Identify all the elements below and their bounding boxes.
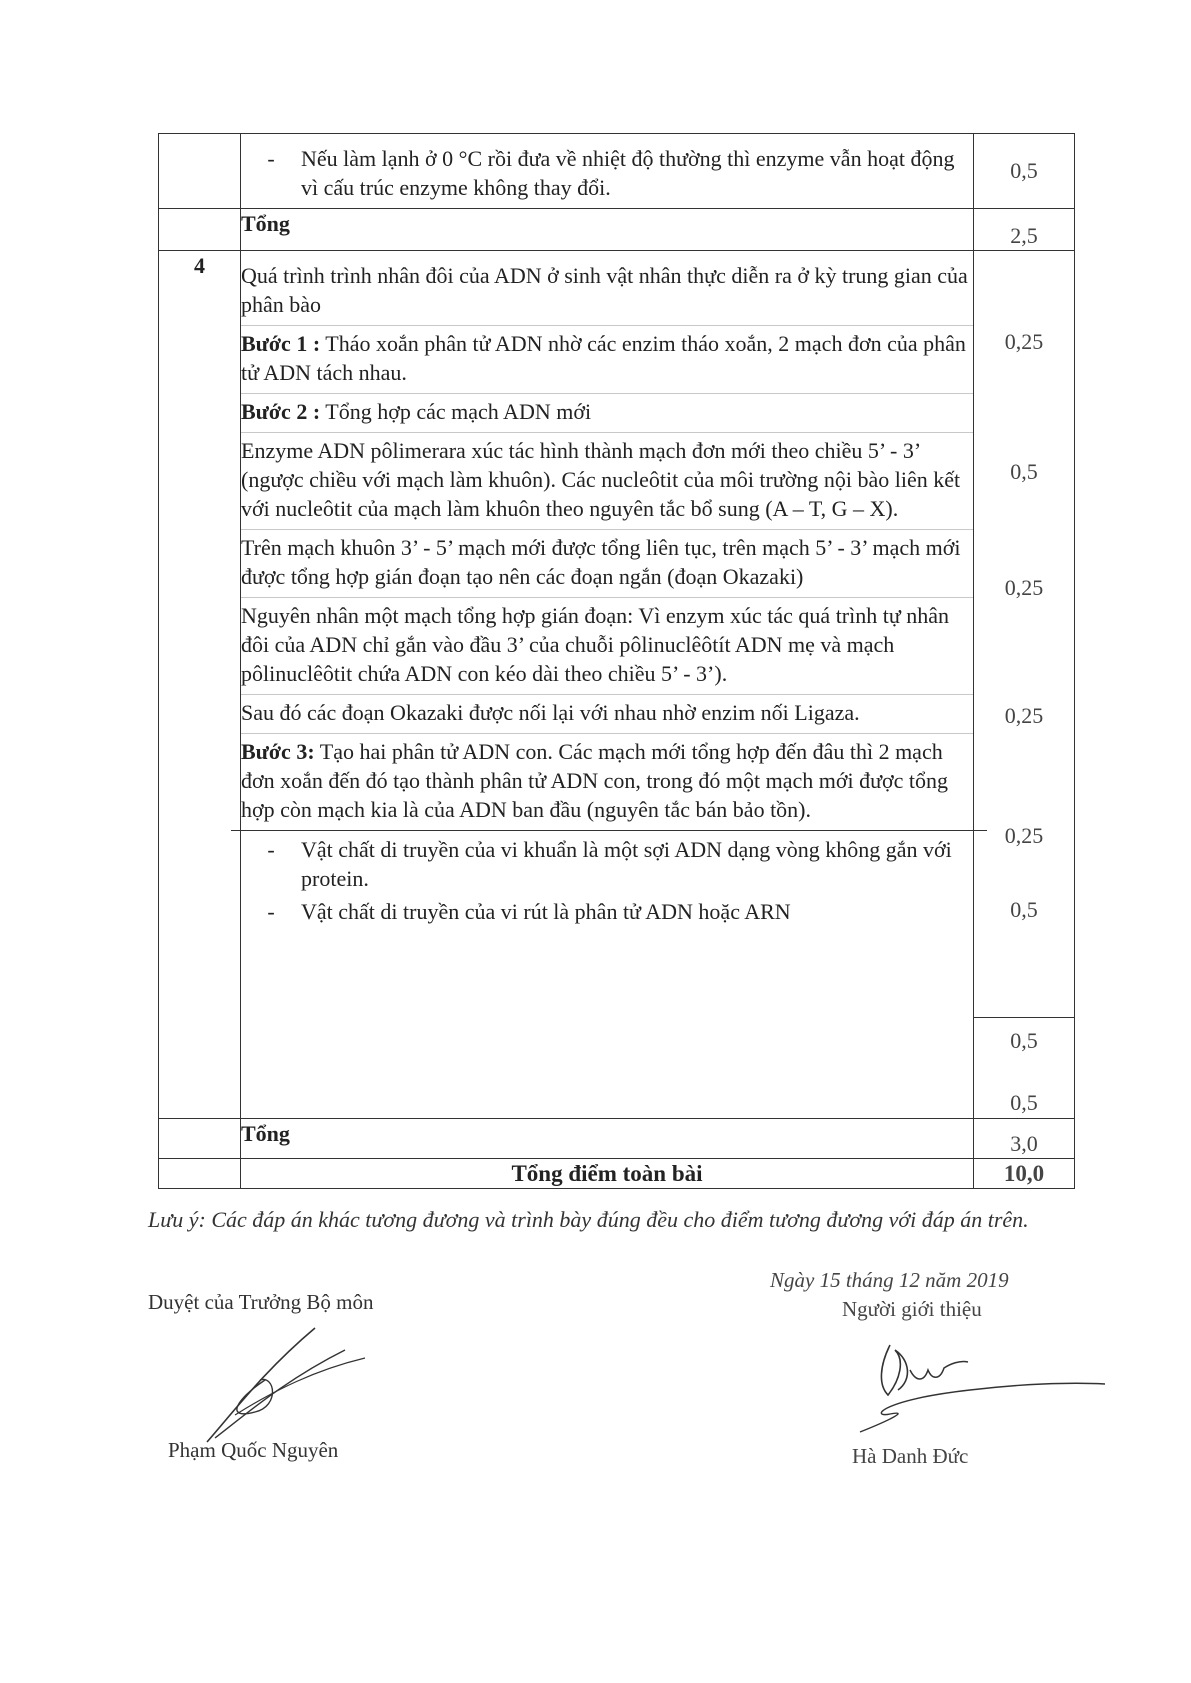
answer-block: [241, 835, 973, 893]
right-signer-name: Hà Danh Đức: [852, 1444, 969, 1468]
step-label: Bước 1 :: [241, 331, 321, 356]
answer-block: [241, 733, 973, 830]
score-value: 0,5: [1010, 1090, 1038, 1115]
right-signature-image: [850, 1340, 1110, 1440]
answer-block: [241, 597, 973, 694]
signature-date: Ngày 15 tháng 12 năm 2019: [770, 1268, 1009, 1292]
answer-block: [241, 529, 973, 597]
score-value: 0,5: [1010, 897, 1038, 922]
answer-text: Tạo hai phân tử ADN con. Các mạch mới tổng hợp đến đâu thì 2 mạch đơn xoắn đến đó tạo thành phân tử ADN con, trong đó một mạch mới được tổng hợp còn mạch kia là của ADN ban đầu (nguyên tắc bán bảo tồn).: [241, 739, 949, 822]
total-row: [159, 1119, 1075, 1159]
left-signer-name: Phạm Quốc Nguyên: [168, 1438, 339, 1462]
total-label: Tổng: [241, 1119, 974, 1159]
answer-text: Vật chất di truyền của vi rút là phân tử ADN hoặc ARN: [301, 899, 791, 924]
score-value: 0,25: [1004, 329, 1044, 354]
answer-block: [241, 393, 973, 432]
grand-total-row: [159, 1159, 1075, 1189]
grand-total-score: 10,0: [974, 1159, 1075, 1189]
right-signer-role: Người giới thiệu: [842, 1297, 982, 1321]
answer-text: Sau đó các đoạn Okazaki được nối lại với nhau nhờ enzim nối Ligaza.: [241, 700, 860, 725]
dash-marker: -: [267, 837, 275, 862]
score-value: 0,5: [1010, 1028, 1038, 1053]
note-text: Lưu ý: Các đáp án khác tương đương và trình bày đúng đều cho điểm tương đương với đáp án trên.: [148, 1207, 1029, 1232]
question-number-cell: [159, 134, 241, 209]
answer-text: Quá trình trình nhân đôi của ADN ở sinh vật nhân thực diễn ra ở kỳ trung gian của phân bào: [241, 263, 968, 317]
score-cell: 0,5: [974, 134, 1075, 209]
total-score: 2,5: [974, 209, 1075, 251]
step-label: Bước 3:: [241, 739, 315, 764]
left-signer-role: Duyệt của Trưởng Bộ môn: [148, 1290, 374, 1314]
content-cell: [241, 251, 974, 1119]
answer-text: Vật chất di truyền của vi khuẩn là một sợi ADN dạng vòng không gắn với protein.: [301, 837, 952, 891]
table-row: [159, 134, 1075, 209]
answer-block: [241, 251, 973, 325]
grand-total-label: Tổng điểm toàn bài: [241, 1159, 974, 1189]
total-row: [159, 209, 1075, 251]
score-value: 0,5: [1010, 459, 1038, 484]
answer-text: Tổng hợp các mạch ADN mới: [325, 399, 592, 424]
left-signature-image: [195, 1320, 375, 1450]
table-row: [159, 251, 1075, 1119]
answer-text: Nguyên nhân một mạch tổng hợp gián đoạn: Vì enzym xúc tác quá trình tự nhân đôi của ADN chỉ gắn vào đầu 3’ của chuỗi pôlinuclêôtít ADN mẹ và mạch pôlinuclêôtit chứa ADN con kéo dài theo chiều 5’ - 3’).: [241, 603, 950, 686]
answer-table: [158, 133, 1075, 1189]
question-number: 4: [159, 251, 241, 1119]
answer-text: Tháo xoắn phân tử ADN nhờ các enzim tháo xoắn, 2 mạch đơn của phân tử ADN tách nhau.: [241, 331, 966, 385]
score-column: [974, 251, 1075, 1119]
score-value: 0,25: [1004, 575, 1044, 600]
answer-text: Nếu làm lạnh ở 0 °C rồi đưa về nhiệt độ thường thì enzyme vẫn hoạt động vì cấu trúc enzyme không thay đổi.: [301, 146, 955, 200]
step-label: Bước 2 :: [241, 399, 321, 424]
score-value: 0,25: [1004, 703, 1044, 728]
total-score: 3,0: [974, 1119, 1075, 1159]
answer-block: [241, 325, 973, 393]
content-cell: [241, 134, 974, 209]
answer-block: [241, 694, 973, 733]
answer-block: [241, 897, 973, 926]
answer-block: [241, 432, 973, 529]
total-label: Tổng: [241, 209, 974, 251]
dash-marker: -: [267, 146, 275, 171]
answer-text: Trên mạch khuôn 3’ - 5’ mạch mới được tổng liên tục, trên mạch 5’ - 3’ mạch mới được tổng hợp gián đoạn tạo nên các đoạn ngắn (đoạn Okazaki): [241, 535, 961, 589]
score-value: 0,25: [1004, 823, 1044, 848]
dash-marker: -: [267, 899, 275, 924]
answer-text: Enzyme ADN pôlimerara xúc tác hình thành mạch đơn mới theo chiều 5’ - 3’ (ngược chiều với mạch làm khuôn). Các nucleôtit của môi trường nội bào liên kết với nucleôtit của mạch làm khuôn theo nguyên tắc bổ sung (A – T, G – X).: [241, 438, 961, 521]
